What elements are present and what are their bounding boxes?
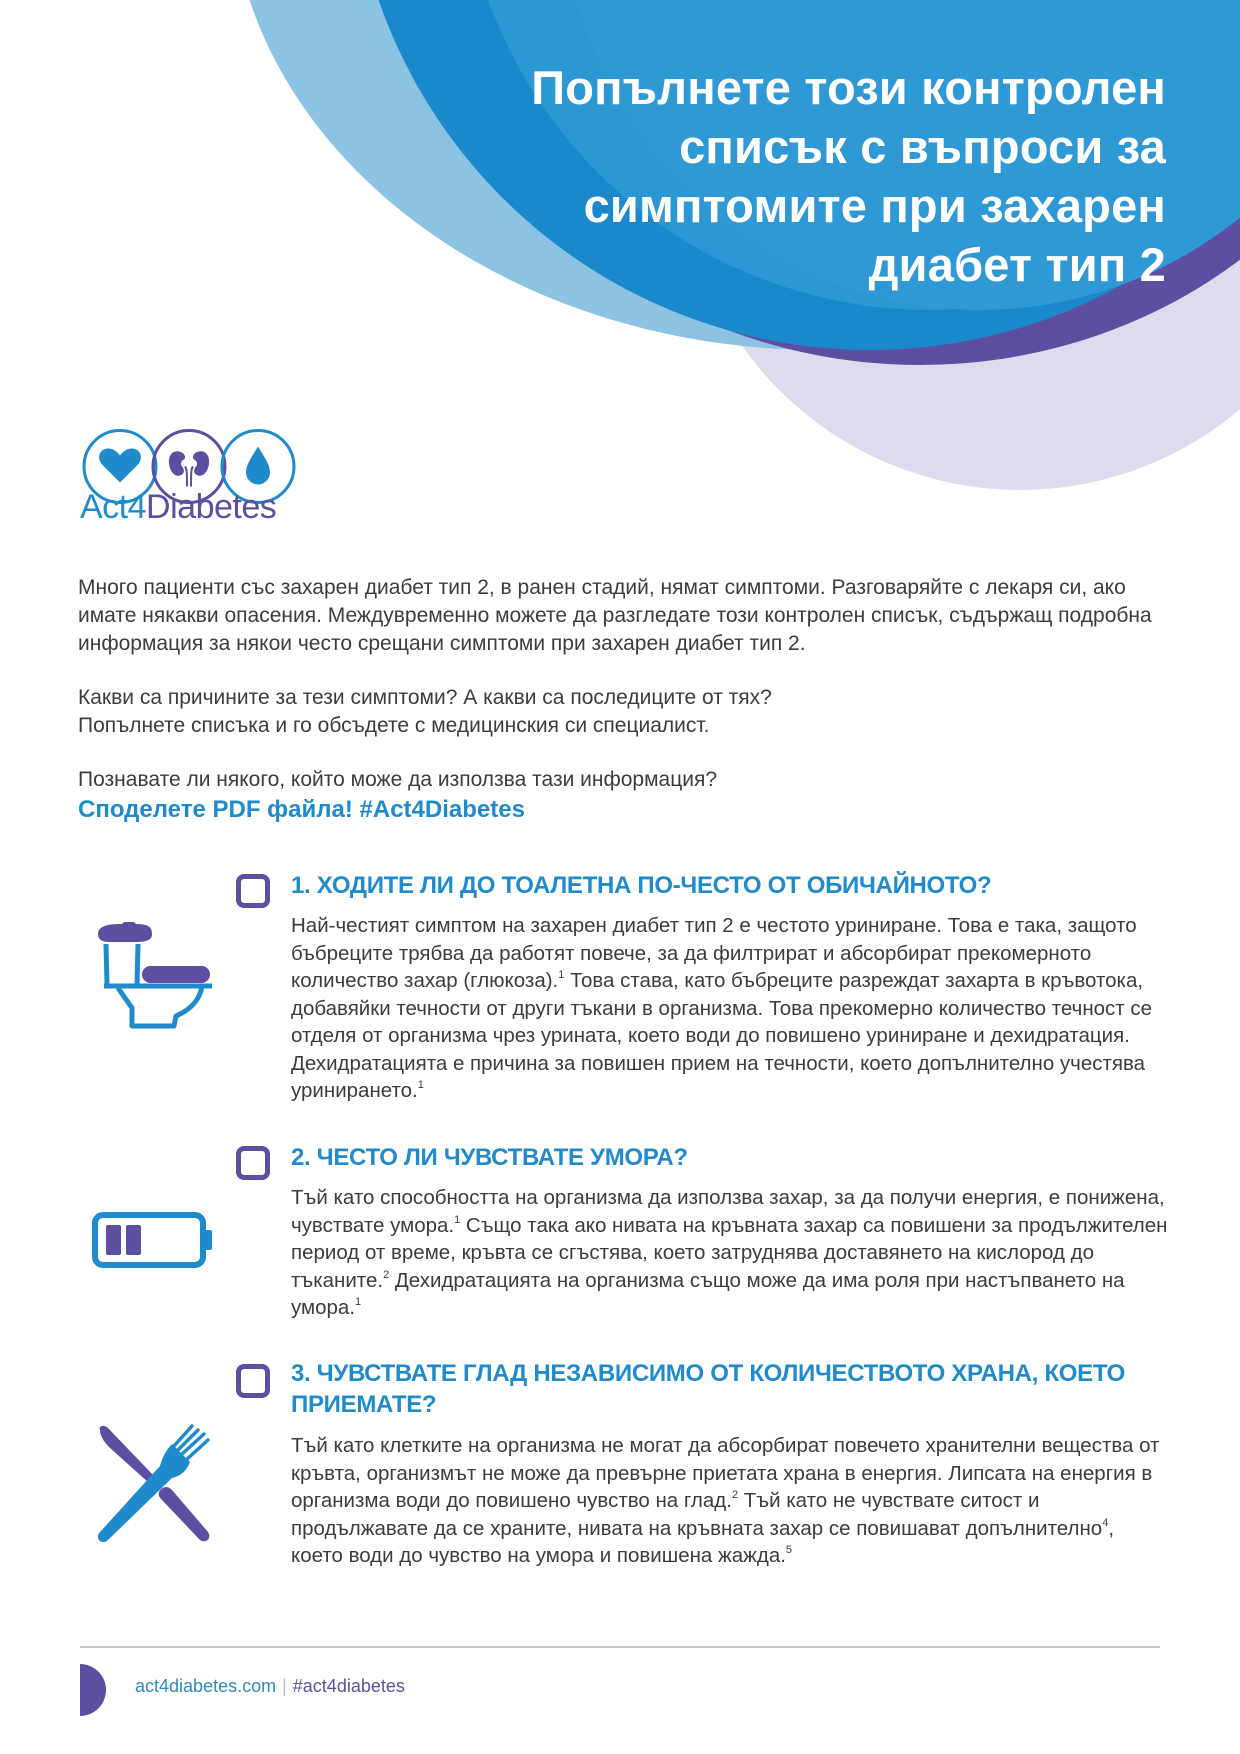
- footnote-ref: 1: [355, 1296, 362, 1308]
- footnote-ref: 1: [454, 1213, 461, 1226]
- intro-paragraph-1: Много пациенти със захарен диабет тип 2, в ранен стадий, нямат симптоми. Разговаряйте с лекаря си, ако имате някакви опасения. Междувременно можете да разгледате този контролен списък, съдържащ подробна информация за някои често срещани симптоми при захарен диабет тип 2.: [78, 576, 1152, 655]
- hashtag-link[interactable]: #act4diabetes: [292, 1676, 405, 1696]
- kidneys-icon: [169, 451, 209, 486]
- intro-question-line: Какви са причините за тези симптоми? А какви са последиците от тях?: [78, 686, 772, 709]
- intro-paragraph-2: [78, 684, 1158, 740]
- question-title-2: 2. ЧЕСТО ЛИ ЧУВСТВАТЕ УМОРА?: [291, 1144, 688, 1171]
- intro-paragraph-3: Познавате ли някого, който може да използва тази информация?: [78, 768, 718, 791]
- question-body-1: [291, 912, 1171, 1105]
- footer-divider: [80, 1646, 1160, 1648]
- logo-text-diabetes: Diabetes: [146, 488, 277, 526]
- body-text: Също така ако нивата на кръвната захар са повишени за продължителен период от време, кръвта се сгъстява, което затруднява доставянето на кислород до тъканите.: [291, 1213, 1168, 1292]
- question-title-1: 1. ХОДИТЕ ЛИ ДО ТОАЛЕТНА ПО-ЧЕСТО ОТ ОБИЧАЙНОТО?: [291, 872, 992, 899]
- website-link[interactable]: act4diabetes.com: [135, 1676, 277, 1696]
- body-text: Тъй като способността на организма да използва захар, за да получи енергия, е понижена, чувствате умора.: [291, 1186, 1165, 1237]
- drop-icon: [246, 447, 270, 485]
- checkbox-item-1[interactable]: [236, 874, 270, 908]
- question-title-3: 3. ЧУВСТВАТЕ ГЛАД НЕЗАВИСИМО ОТ КОЛИЧЕСТВОТО ХРАНА, КОЕТО ПРИЕМАТЕ?: [291, 1360, 1125, 1418]
- footer-links: [135, 1676, 405, 1697]
- footnote-ref: 1: [417, 1079, 424, 1091]
- body-text: Това става, като бъбреците разреждат захарта в кръвотока, добавяйки течности от други тъкани в организма. Това прекомерно количество течност се отделя от организма чрез урината, което води до повишено уриниране и дехидратация. Дехидратацията е причина за повишен прием на течности, което допълнително учестява уринирането.: [291, 969, 1153, 1102]
- title-line-1: Попълнете този контролен: [531, 61, 1166, 114]
- footer-separator: |: [282, 1676, 287, 1696]
- body-text: Най-честият симптом на захарен диабет тип 2 е честото уриниране. Това е така, защото бъбреците трябва да работят повече, за да филтрират и абсорбират прекомерното количество захар (глюкоза).: [291, 914, 1137, 992]
- body-text: Тъй като не чувствате ситост и продължавате да се храните, нивата на кръвната захар се повишават допълнително: [291, 1489, 1103, 1540]
- footnote-ref: 2: [731, 1489, 739, 1501]
- page-title: [446, 58, 1166, 294]
- body-text: Тъй като клетките на организма не могат да абсорбират повечето хранителни вещества от кръвта, организмът не може да превърне приетата храна в енергия. Липсата на енергия в организма води до повишено чувство на глад.: [291, 1434, 1160, 1512]
- body-text: , което води до чувство на умора и повишена жажда.: [291, 1516, 1115, 1567]
- logo-wordmark: [80, 488, 276, 527]
- low-battery-icon: [92, 1212, 218, 1268]
- toilet-icon: [90, 922, 220, 1030]
- title-line-4: диабет тип 2: [868, 238, 1166, 291]
- intro-section: [78, 574, 1158, 850]
- question-body-3: [291, 1432, 1171, 1570]
- checkbox-item-3[interactable]: [236, 1364, 270, 1398]
- footnote-ref: 2: [383, 1268, 390, 1281]
- heart-icon: [99, 449, 141, 483]
- intro-instruction-line: Попълнете списъка и го обсъдете с медицинския си специалист.: [78, 714, 710, 737]
- title-line-2: списък с въпроси за: [679, 120, 1166, 173]
- share-pdf-link[interactable]: Споделете PDF файла! #Act4Diabetes: [78, 796, 525, 823]
- logo-text-act4: Act4: [80, 488, 147, 526]
- footnote-ref: 5: [785, 1544, 793, 1556]
- title-line-3: симптомите при захарен: [583, 179, 1166, 232]
- body-text: Дехидратацията на организма също може да има роля при настъпването на умора.: [291, 1268, 1125, 1319]
- checkbox-item-2[interactable]: [236, 1146, 270, 1180]
- footer-half-circle-decoration: [80, 1664, 106, 1716]
- knife-fork-icon: [94, 1424, 214, 1550]
- footnote-ref: 1: [558, 969, 565, 981]
- question-body-2: [291, 1184, 1171, 1322]
- footnote-ref: 4: [1102, 1516, 1109, 1529]
